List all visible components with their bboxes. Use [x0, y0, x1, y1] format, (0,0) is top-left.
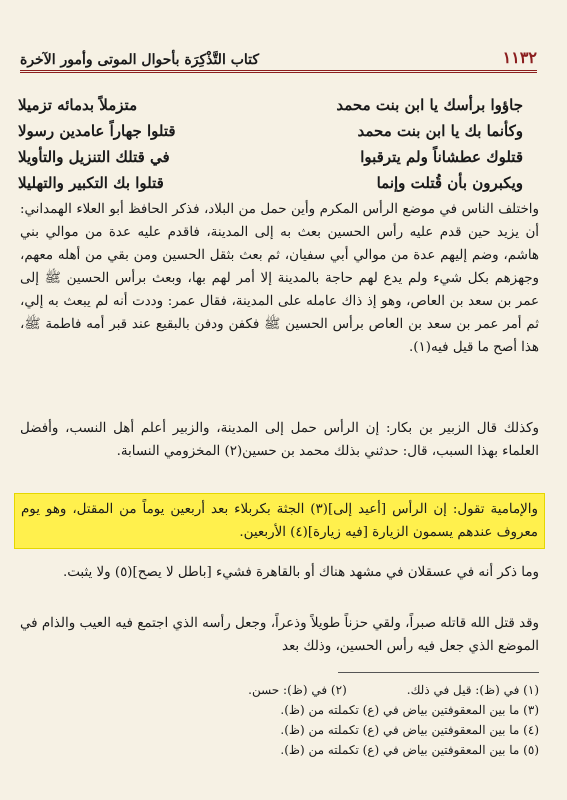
footnote-3: (٣) ما بين المعقوفتين بياض في (ع) تكملته من (ظ). [280, 703, 539, 717]
poem-hemistich-second: قتلوا بك التكبير والتهليلا [18, 174, 164, 192]
paragraph-killer: وقد قتل الله قاتله صبراً، ولقي حزناً طويلاً وذعراً، وجعل رأسه الذي اجتمع فيه العيب والذام في الموضع الذي جعل فيه رأس الحسين، وذلك بعد [20, 616, 539, 654]
footnote-1: (١) في (ظ): قيل في ذلك. [406, 683, 539, 697]
footnotes [20, 680, 539, 760]
paragraph-zubair: وكذلك قال الزبير بن بكار: إن الرأس حمل إلى المدينة، والزبير أعلم أهل النسب، وأفضل العلماء بهذا السبب، قال: حدثني بذلك محمد بن حسين(٢) المخزومي النسابة. [20, 421, 539, 459]
poem-verse [18, 118, 523, 144]
paragraph-ascalon: وما ذكر أنه في عسقلان في مشهد هناك أو بالقاهرة فشيء [باطل لا يصح](٥) ولا يثبت. [63, 565, 539, 580]
footnote-4: (٤) ما بين المعقوفتين بياض في (ع) تكملته من (ظ). [280, 723, 539, 737]
book-title: كتاب التَّذْكِرَة بأحوال الموتى وأمور الآخرة [20, 52, 260, 68]
highlighted-paragraph-imamiyya: والإمامية تقول: إن الرأس [أعيد إلى](٣) الجثة بكربلاء بعد أربعين يوماً من المقتل، وهو يوم معروف عندهم يسمون الزيارة [فيه زيارة](٤) الأربعين. [14, 493, 545, 549]
page-number: ١١٣٢ [502, 48, 537, 67]
footnote-row [20, 680, 539, 700]
poem-hemistich-second: قتلوا جهاراً عامدين رسولا [18, 122, 176, 140]
poem-hemistich-first: ويكبرون بأن قُتلت وإنما [376, 174, 523, 192]
poem-hemistich-first: وكأنما بك يا ابن بنت محمد [357, 122, 523, 140]
footnote-5: (٥) ما بين المعقوفتين بياض في (ع) تكملته من (ظ). [280, 743, 539, 757]
poem-verse [18, 92, 523, 118]
poem-hemistich-first: جاؤوا برأسك يا ابن بنت محمد [336, 96, 523, 114]
footnote-2: (٢) في (ظ): حسن. [248, 683, 347, 697]
page-header [20, 44, 537, 70]
footnote-divider [338, 672, 539, 673]
poem-hemistich-second: في قتلك التنزيل والتأويلا [18, 148, 170, 166]
paragraph-head-location: واختلف الناس في موضع الرأس المكرم وأين حمل من البلاد، فذكر الحافظ أبو العلاء الهمداني: أن يزيد حين قدم عليه رأس الحسين بعث به إلى المدينة، فاقدم عليه عدة من موالي بني هاشم، وضم إليهم عدة من موالي أبي سفيان، ثم بعث بثقل الحسين ومن بقي من أهله معهم، وجهزهم بكل شيء ولم يدع لهم حاجة بالمدينة إلا أمر لهم بها، وبعث برأس الحسين ﷺ إلى عمر بن سعد بن العاص، وهو إذ ذاك عامله على المدينة، فقال عمر: وددت أنه لم يبعث به إلي، ثم أمر عمر بن سعد بن العاص برأس الحسين ﷺ فكفن ودفن بالبقيع عند قبر أمه فاطمة ﷺ، هذا أصح ما قيل فيه(١). [20, 202, 539, 355]
poem-block [18, 92, 523, 196]
poem-hemistich-first: قتلوك عطشاناً ولم يترقبوا [360, 148, 523, 166]
poem-verse [18, 170, 523, 196]
poem-hemistich-second: متزملاً بدمائه تزميلا [18, 96, 138, 114]
poem-verse [18, 144, 523, 170]
header-divider [20, 70, 537, 73]
